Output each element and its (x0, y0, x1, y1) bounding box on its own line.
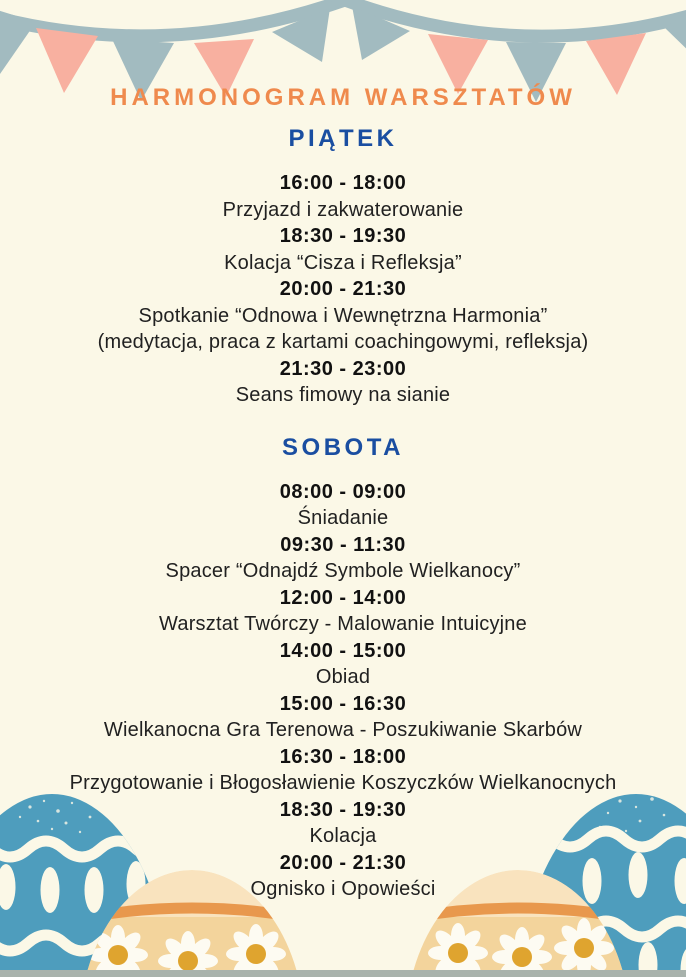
day-section-friday (0, 126, 686, 409)
event-description: Wielkanocna Gra Terenowa - Poszukiwanie Skarbów (103, 719, 583, 741)
event-time: 20:00 - 21:30 (279, 278, 407, 300)
event-time: 08:00 - 09:00 (279, 480, 407, 503)
event-description: (medytacja, praca z kartami coachingowymi, refleksja) (97, 331, 589, 353)
event-time: 21:30 - 23:00 (279, 357, 407, 380)
event-description: Obiad (315, 666, 371, 688)
day-heading-saturday: SOBOTA (282, 433, 404, 461)
poster-title: HARMONOGRAM WARSZTATÓW (110, 84, 576, 111)
event-time: 18:30 - 19:30 (279, 225, 407, 247)
event-time: 18:30 - 19:30 (279, 798, 407, 821)
event-time: 15:00 - 16:30 (279, 692, 407, 715)
event-description: Spacer “Odnajdź Symbole Wielkanocy” (165, 560, 521, 582)
event-time: 16:00 - 18:00 (279, 172, 407, 194)
event-time: 14:00 - 15:00 (279, 639, 407, 662)
event-time: 16:30 - 18:00 (279, 745, 407, 768)
event-description: Śniadanie (297, 507, 389, 529)
event-time: 12:00 - 14:00 (279, 586, 407, 609)
day-heading-friday: PIĄTEK (288, 125, 398, 152)
event-time: 09:30 - 11:30 (280, 533, 406, 556)
ground-strip (0, 970, 686, 977)
event-time: 20:00 - 21:30 (279, 851, 407, 874)
event-description: Seans fimowy na sianie (235, 384, 451, 406)
event-description: Warsztat Twórczy - Malowanie Intuicyjne (159, 613, 527, 635)
event-description: Przyjazd i zakwaterowanie (222, 198, 464, 221)
event-description: Ognisko i Opowieści (250, 878, 436, 900)
day-section-saturday (0, 435, 686, 903)
event-description: Kolacja “Cisza i Refleksja” (224, 251, 462, 274)
event-description: Przygotowanie i Błogosławienie Koszyczków Wielkanocnych (69, 772, 617, 794)
event-description: Spotkanie “Odnowa i Wewnętrzna Harmonia” (138, 304, 548, 327)
event-description: Kolacja (309, 825, 377, 847)
